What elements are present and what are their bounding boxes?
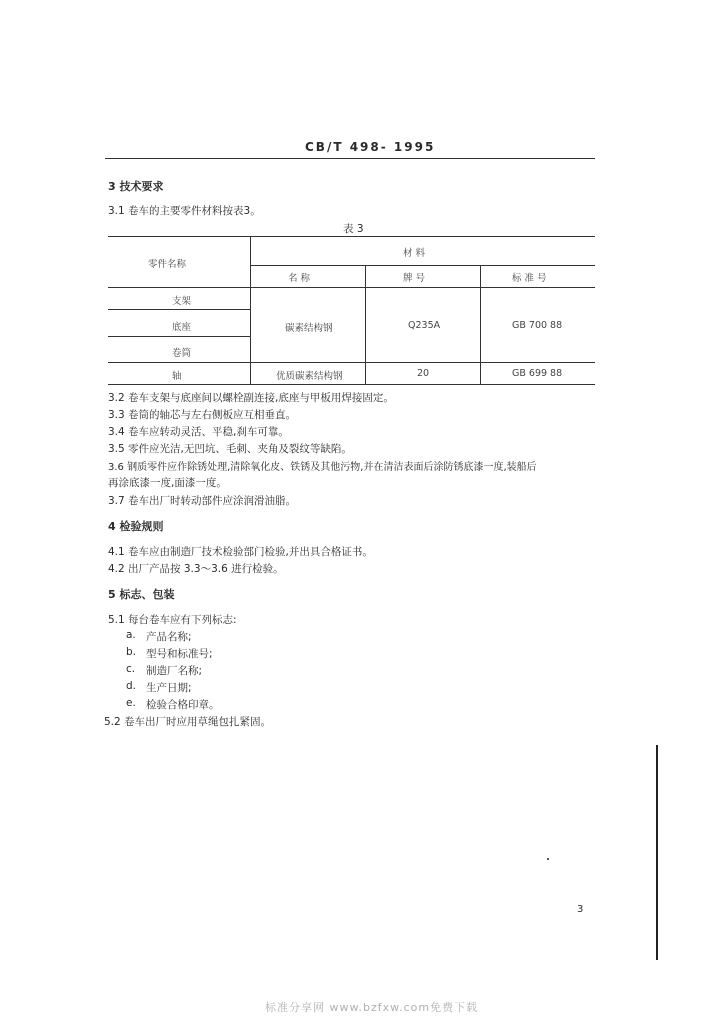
- table-bottom-rule: [108, 384, 595, 385]
- table-top-rule: [108, 236, 595, 237]
- section-5-heading: 5 标志、包装: [108, 588, 175, 601]
- header-material: 材 料: [403, 248, 426, 259]
- clause-3-1: 3.1 卷车的主要零件材料按表3。: [108, 205, 261, 217]
- table-vline-1: [250, 236, 251, 384]
- header-part-name: 零件名称: [148, 259, 187, 270]
- scan-edge-mark: [656, 745, 658, 960]
- table-caption: 表 3: [343, 223, 364, 235]
- header-material-grade: 牌 号: [403, 273, 426, 284]
- clause-3-6: 3.6 钢质零件应作除锈处理,清除氧化皮、铁锈及其他污物,并在清洁表面后涂防锈底漆一度,装船后: [108, 462, 537, 473]
- part-rule-2: [108, 336, 250, 337]
- watermark: 标准分享网 www.bzfxw.com免费下载: [265, 1001, 479, 1014]
- header-material-name: 名 称: [288, 273, 311, 284]
- table-header-rule: [108, 287, 250, 288]
- mark-item-b: 型号和标准号;: [146, 648, 213, 660]
- mark-item-a-label: a.: [126, 629, 136, 641]
- clause-4-2: 4.2 出厂产品按 3.3～3.6 进行检验。: [108, 563, 284, 575]
- material-name-1: 碳素结构钢: [285, 323, 333, 334]
- scan-speck: [547, 858, 549, 860]
- material-grade-2: 20: [417, 368, 430, 379]
- part-row-1: 支架: [172, 296, 192, 307]
- part-row-2: 底座: [172, 322, 192, 333]
- clause-3-5: 3.5 零件应光洁,无凹坑、毛刺、夹角及裂纹等缺陷。: [108, 443, 352, 455]
- clause-3-2: 3.2 卷车支架与底座间以螺栓副连接,底座与甲板用焊接固定。: [108, 392, 394, 404]
- mark-item-c-label: c.: [126, 663, 136, 675]
- mark-item-d: 生产日期;: [146, 682, 192, 694]
- mark-item-c: 制造厂名称;: [146, 665, 203, 677]
- material-row-rule: [250, 362, 595, 363]
- material-header-rule: [250, 265, 595, 266]
- part-rule-1: [108, 309, 250, 310]
- clause-5-2: 5.2 卷车出厂时应用草绳包扎紧固。: [104, 716, 272, 728]
- material-name-2: 优质碳素结构钢: [276, 371, 343, 382]
- clause-3-7: 3.7 卷车出厂时转动部件应涂润滑油脂。: [108, 495, 297, 507]
- table-vline-2: [365, 265, 366, 384]
- document-code: CB/T 498- 1995: [305, 140, 436, 154]
- mark-item-d-label: d.: [126, 680, 137, 692]
- header-standard-no: 标 准 号: [512, 273, 547, 284]
- mark-item-a: 产品名称;: [146, 631, 192, 643]
- clause-3-3: 3.3 卷筒的轴芯与左右侧板应互相垂直。: [108, 409, 297, 421]
- table-vline-3: [480, 265, 481, 384]
- section-3-heading: 3 技术要求: [108, 180, 164, 193]
- page-number: 3: [577, 904, 584, 915]
- part-row-3: 卷筒: [172, 348, 192, 359]
- clause-4-1: 4.1 卷车应由制造厂技术检验部门检验,并出具合格证书。: [108, 546, 373, 558]
- material-std-2: GB 699 88: [512, 368, 563, 379]
- section-4-heading: 4 检验规则: [108, 520, 164, 533]
- clause-3-4: 3.4 卷车应转动灵活、平稳,刹车可靠。: [108, 426, 289, 438]
- header-rule: [105, 158, 595, 159]
- part-rule-3: [108, 362, 250, 363]
- clause-3-6-continued: 再涂底漆一度,面漆一度。: [108, 477, 227, 489]
- clause-5-1: 5.1 每台卷车应有下列标志:: [108, 614, 237, 626]
- material-col-rule: [250, 287, 595, 288]
- material-grade-1: Q235A: [408, 320, 441, 331]
- material-std-1: GB 700 88: [512, 320, 563, 331]
- mark-item-e: 检验合格印章。: [146, 699, 220, 711]
- mark-item-b-label: b.: [126, 646, 137, 658]
- part-row-4: 轴: [172, 371, 182, 382]
- mark-item-e-label: e.: [126, 697, 136, 709]
